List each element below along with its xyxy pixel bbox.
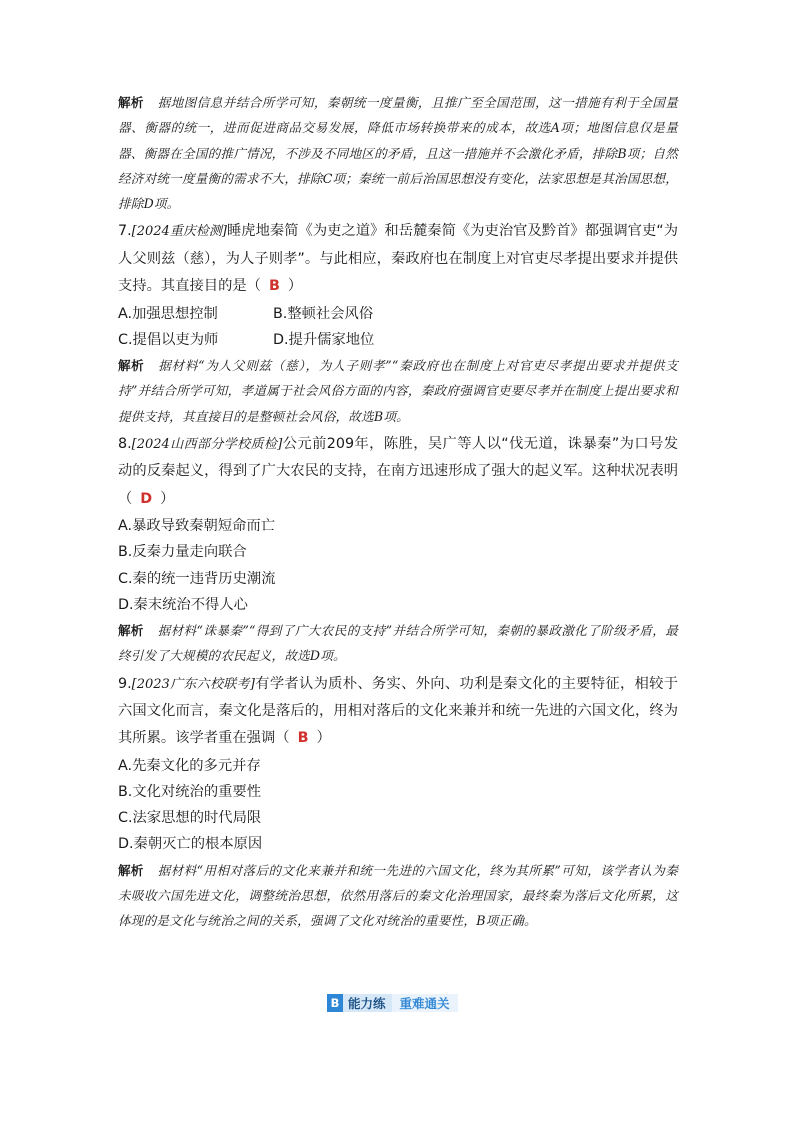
q9-option-b: B.文化对统治的重要性 bbox=[118, 784, 262, 801]
q9-analysis-text: 据材料“用相对落后的文化来兼并和统一先进的六国文化，终为其所累”可知，该学者认为秦未吸收六国先进文化，调整统治思想，依然用落后的秦文化治理国家，最终秦为落后文化所累，这体现的是文化与统治之间的关系，强调了文化对统治的重要性，B项正确。 bbox=[118, 862, 679, 929]
q9-option-a: A.先秦文化的多元并存 bbox=[118, 757, 261, 774]
q8-analysis bbox=[118, 618, 678, 669]
q7-analysis-text: 据材料“为人父则兹（慈），为人子则孝”“秦政府也在制度上对官吏尽孝提出要求并提供支持”并结合所学可知，孝道属于社会风俗方面的内容，秦政府强调官吏要尽孝并在制度上提出要求和提供支持，其直接目的是整顿社会风俗，故选B项。 bbox=[118, 358, 679, 424]
q8-stem: 公元前209年，陈胜，吴广等人以“伐无道，诛暴秦”为口号发动的反秦起义，得到了广大农民的支持，在南方迅速形成了强大的起义军。这种状况表明（ bbox=[118, 436, 678, 507]
q7-answer: B bbox=[268, 278, 280, 295]
q7-source: [2024重庆检测] bbox=[131, 224, 227, 240]
q9-answer: B bbox=[297, 730, 309, 747]
q9-option-d: D.秦朝灭亡的根本原因 bbox=[118, 836, 263, 853]
analysis-tag: 解析 bbox=[118, 862, 144, 878]
q7-analysis bbox=[118, 353, 678, 429]
analysis-tag: 解析 bbox=[118, 95, 144, 110]
question-7 bbox=[118, 218, 678, 300]
section-header bbox=[327, 994, 458, 1012]
q8-option-d: D.秦末统治不得人心 bbox=[118, 596, 248, 613]
q7-option-d: D.提升儒家地位 bbox=[273, 331, 375, 348]
section-title: 能力练 bbox=[343, 994, 392, 1012]
q8-number: 8. bbox=[118, 436, 132, 452]
q7-option-c: C.提倡以吏为师 bbox=[118, 331, 219, 348]
q9-option-c: C.法家思想的时代局限 bbox=[118, 810, 262, 827]
section-level-icon: B bbox=[327, 994, 343, 1012]
question-8 bbox=[118, 431, 678, 513]
question-9 bbox=[118, 671, 678, 753]
answer-close: ） bbox=[316, 730, 331, 747]
q8-option-b: B.反秦力量走向联合 bbox=[118, 544, 247, 561]
q9-stem: 有学者认为质朴、务实、外向、功利是秦文化的主要特征，相较于六国文化而言，秦文化是落后的，用相对落后的文化来兼并和统一先进的六国文化，终为其所累。该学者重在强调（ bbox=[118, 675, 679, 747]
q9-analysis bbox=[118, 858, 678, 934]
q7-options bbox=[118, 301, 678, 353]
q9-options bbox=[118, 753, 678, 858]
q6-analysis-text: 据地图信息并结合所学可知，秦朝统一度量衡，且推广至全国范围，这一措施有利于全国量器、衡器的统一，进而促进商品交易发展，降低市场转换带来的成本，故选A项；地图信息仅是量器、衡器在全国的推广情况，不涉及不同地区的矛盾，且这一措施并不会激化矛盾，排除B项；自然经济对统一度量衡的需求不大，排除C项；秦统一前后治国思想没有变化，法家思想是其治国思想，排除D项。 bbox=[118, 95, 679, 212]
q8-answer: D bbox=[140, 490, 153, 507]
q6-analysis bbox=[118, 90, 678, 216]
q7-stem: 睡虎地秦简《为吏之道》和岳麓秦简《为吏治官及黔首》都强调官吏“为人父则兹（慈），为人子则孝”。与此相应，秦政府也在制度上对官吏尽孝提出要求并提供支持。其直接目的是（ bbox=[118, 223, 678, 295]
q7-number: 7. bbox=[118, 223, 132, 240]
q8-options bbox=[118, 513, 678, 618]
q8-option-a: A.暴政导致秦朝短命而亡 bbox=[118, 518, 276, 535]
q9-number: 9. bbox=[118, 675, 132, 692]
q7-option-b: B.整顿社会风俗 bbox=[273, 305, 374, 322]
answer-close: ） bbox=[160, 490, 175, 507]
answer-close: ） bbox=[287, 278, 303, 295]
q8-analysis-text: 据材料“诛暴秦”“得到了广大农民的支持”并结合所学可知，秦朝的暴政激化了阶级矛盾，最终引发了大规模的农民起义，故选D项。 bbox=[118, 623, 679, 664]
q8-option-c: C.秦的统一违背历史潮流 bbox=[118, 570, 276, 587]
q8-source: [2024山西部分学校质检] bbox=[131, 437, 283, 452]
analysis-tag: 解析 bbox=[118, 358, 145, 374]
q7-option-a: A.加强思想控制 bbox=[118, 305, 218, 322]
document-page bbox=[118, 90, 678, 934]
analysis-tag: 解析 bbox=[118, 623, 144, 639]
q9-source: [2023广东六校联考] bbox=[131, 676, 255, 692]
section-subtitle: 重难通关 bbox=[392, 994, 458, 1012]
